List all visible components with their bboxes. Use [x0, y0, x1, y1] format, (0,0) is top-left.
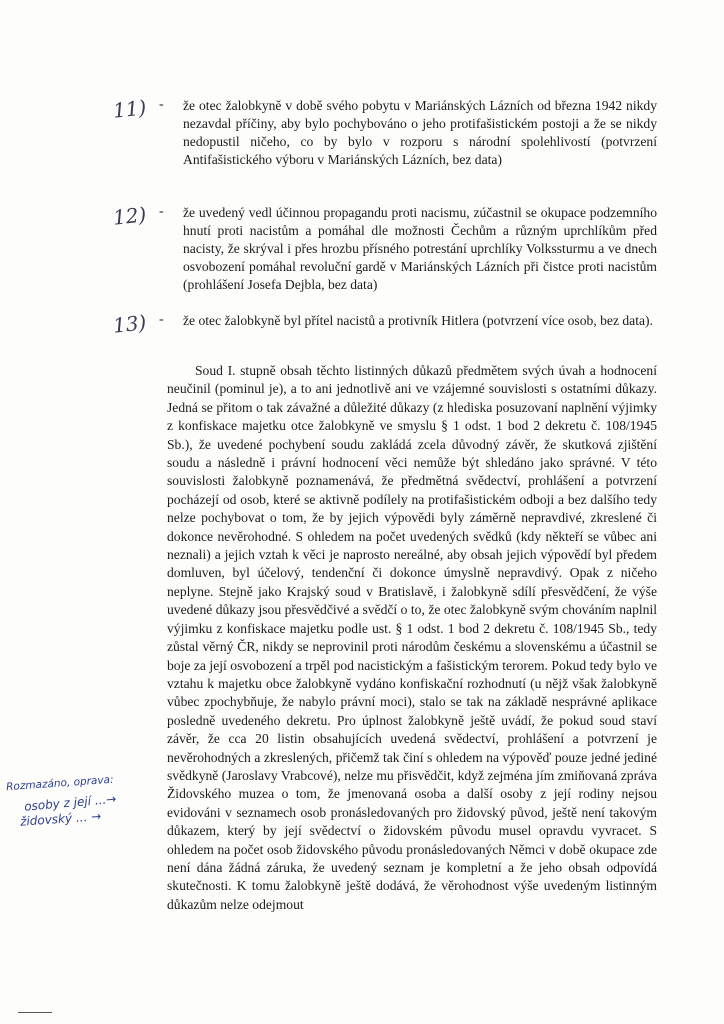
margin-note-line: židovský ... →	[19, 809, 102, 829]
list-item-text: že uvedený vedl účinnou propagandu proti nacismu, zúčastnil se okupace podzemního hnutí proti nacistům a pomáhal dle možnosti Čechům a různým uprchlíkům před nacisty, že skrýval i přes hrozbu přísného potrestání uprchlíky Volkssturmu a ve dnech osvobození pomáhal revoluční gardě v Mariánských Lázních při čistce proti nacistům (prohlášení Josefa Dejbla, bez data)	[183, 205, 657, 292]
bullet-dash: -	[159, 97, 164, 112]
margin-note-line: osoby z její ...→	[23, 791, 117, 814]
handwritten-number: 11)	[111, 95, 148, 123]
list-item-text: že otec žalobkyně v době svého pobytu v Mariánských Lázních od března 1942 nikdy nezavdal příčiny, aby bylo pochybováno o jeho protifašistickém postoji a že se nikdy nedopustil ničeho, co by bylo v rozporu s národní spolehlivostí (potvrzení Antifašistického výboru v Mariánských Lázních, bez data)	[183, 98, 657, 167]
handwritten-margin-note	[5, 773, 156, 829]
list-item-text: že otec žalobkyně byl přítel nacistů a protivník Hitlera (potvrzení více osob, bez data).	[183, 313, 653, 328]
handwritten-number: 12)	[111, 202, 148, 230]
bullet-dash: -	[159, 312, 164, 327]
list-item-11	[111, 95, 657, 169]
margin-note-line: Rozmazáno, oprava:	[5, 773, 114, 794]
footer-divider	[18, 1012, 52, 1013]
main-paragraph: Soud I. stupně obsah těchto listinných důkazů předmětem svých úvah a hodnocení neučinil (pominul je), a to ani jednotlivě ani ve vzájemné souvislosti s ostatními důkazy. Jedná se přitom o tak závažné a důležité důkazy (z hlediska posuzovaní naplnění výjimky z konfiskace majetku otce žalobkyně ve smyslu § 1 odst. 1 bod 2 dekretu č. 108/1945 Sb.), že uvedené pochybení soudu zakládá zcela důvodný závěr, že skutková zjištění soudu a následně i právní hodnocení věci nemůže být shledáno jako správné. V této souvislosti žalobkyně poznamenává, že předmětná svědectví, prohlášení a potvrzení pocházejí od osob, které se aktivně podílely na protifašistickém odboji a bez dalšího tedy nelze pochybovat o tom, že by jejich výpovědi byly záměrně nepravdivé, zkreslené či dokonce nevěrohodné. S ohledem na počet uvedených svědků (kdy někteří se vůbec ani neznali) a jejich vztah k věci je naprosto nereálné, aby obsah jejich výpovědí byl předem domluven, byl účelový, tendenční či dokonce úmyslně nepravdivý. Opak z ničeho neplyne. Stejně jako Krajský soud v Bratislavě, i žalobkyně sdílí přesvědčení, že výše uvedené důkazy jsou přesvědčivé a svědčí o to, že otec žalobkyně svým chováním naplnil výjimku z konfiskace majetku podle ust. § 1 odst. 1 bod 2 dekretu č. 108/1945 Sb., tedy zůstal věrný ČR, nikdy se neprovinil proti národům českému a slovenskému a účastnil se boje za její osvobození a trpěl pod nacistickým a fašistickým terorem. Pokud tedy bylo ve vztahu k majetku obce žalobkyně vydáno konfiskační rozhodnutí (u nějž však žalobkyně vůbec zpochybňuje, že nabylo právní moci), stalo se tak na základě nesprávné aplikace posledně uvedeného dekretu. Pro úplnost žalobkyně ještě uvádí, že pokud soud staví závěr, že cca 20 listin obsahujících uvedená svědectví, prohlášení a potvrzení je nevěrohodných a zkreslených, přičemž tak činí s ohledem na výpověď pouze jedné jediné svědkyně (Jaroslavy Vrabcové), nelze mu přisvědčit, když zejména jím zmiňovaná zpráva Židovského muzea o tom, že jmenovaná osoba a další osoby z její rodiny nejsou evidováni v seznamech osob pronásledovaných pro židovský původ, ještě není takovým důkazem, který by její svědectví o židovském původu musel opravdu vyvracet. S ohledem na počet osob židovského původu pronásledovaných Němci v době okupace zde není dána žádná záruka, že uvedený seznam je kompletní a že jeho obsah odpovídá skutečnosti. K tomu žalobkyně ještě dodává, že věrohodnost výše uvedeným listinným důkazům nelze odejmout	[167, 363, 657, 912]
bullet-dash: -	[159, 204, 164, 219]
list-item-13	[111, 310, 657, 338]
list-item-12	[111, 202, 657, 294]
handwritten-number: 13)	[111, 310, 148, 338]
main-paragraph-block	[167, 362, 657, 914]
